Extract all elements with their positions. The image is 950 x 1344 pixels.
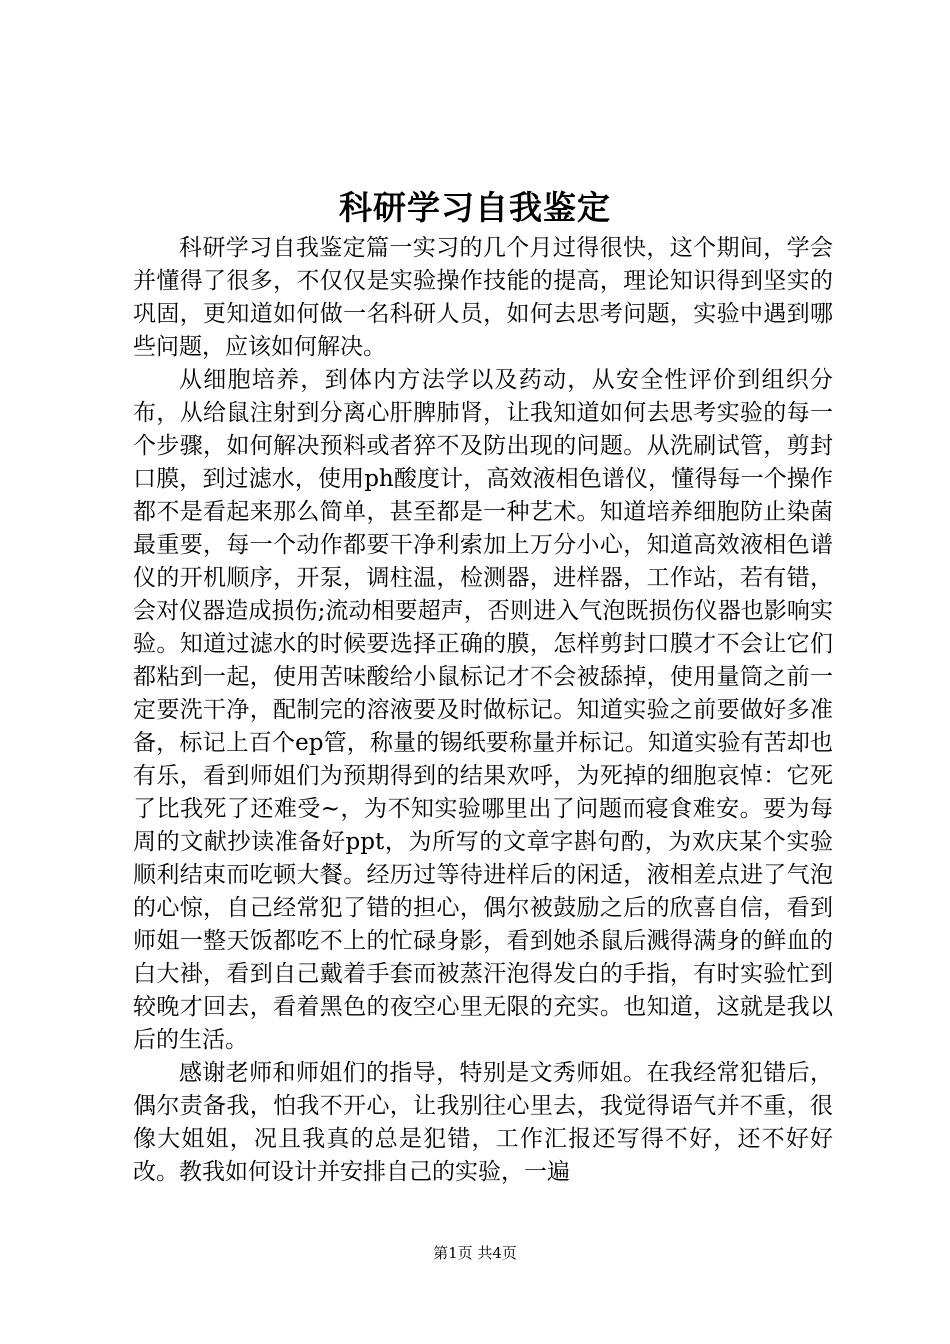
document-body bbox=[133, 232, 833, 1189]
document-title: 科研学习自我鉴定 bbox=[339, 188, 611, 227]
paragraph: 从细胞培养，到体内方法学以及药动，从安全性评价到组织分布，从给鼠注射到分离心肝脾肺肾，让我知道如何去思考实验的每一个步骤，如何解决预料或者猝不及防出现的问题。从洗刷试管，剪封口膜，到过滤水，使用ph酸度计，高效液相色谱仪，懂得每一个操作都不是看起来那么简单，甚至都是一种艺术。知道培养细胞防止染菌最重要，每一个动作都要干净利索加上万分小心，知道高效液相色谱仪的开机顺序，开泵，调柱温，检测器，进样器，工作站，若有错，会对仪器造成损伤;流动相要超声，否则进入气泡既损伤仪器也影响实验。知道过滤水的时候要选择正确的膜，怎样剪封口膜才不会让它们都粘到一起，使用苦味酸给小鼠标记才不会被舔掉，使用量筒之前一定要洗干净，配制完的溶液要及时做标记。知道实验之前要做好多准备，标记上百个ep管，称量的锡纸要称量并标记。知道实验有苦却也有乐，看到师姐们为预期得到的结果欢呼，为死掉的细胞哀悼：它死了比我死了还难受~，为不知实验哪里出了问题而寝食难安。要为每周的文献抄读准备好ppt，为所写的文章字斟句酌，为欢庆某个实验顺利结束而吃顿大餐。经历过等待进样后的闲适，液相差点进了气泡的心惊，自己经常犯了错的担心，偶尔被鼓励之后的欣喜自信，看到师姐一整天饭都吃不上的忙碌身影，看到她杀鼠后溅得满身的鲜血的白大褂，看到自己戴着手套而被蒸汗泡得发白的手指，有时实验忙到较晚才回去，看着黑色的夜空心里无限的充实。也知道，这就是我以后的生活。 bbox=[133, 367, 833, 1053]
paragraph: 科研学习自我鉴定篇一实习的几个月过得很快，这个期间，学会并懂得了很多，不仅仅是实验操作技能的提高，理论知识得到坚实的巩固，更知道如何做一名科研人员，如何去思考问题，实验中遇到哪些问题，应该如何解决。 bbox=[133, 235, 833, 360]
paragraph: 感谢老师和师姐们的指导，特别是文秀师姐。在我经常犯错后，偶尔责备我，怕我不开心，让我别往心里去，我觉得语气并不重，很像大姐姐，况且我真的总是犯错，工作汇报还写得不好，还不好好改。教我如何设计并安排自己的实验，一遍 bbox=[133, 1060, 833, 1185]
page-number-footer: 第1页 共4页 bbox=[433, 1244, 517, 1262]
